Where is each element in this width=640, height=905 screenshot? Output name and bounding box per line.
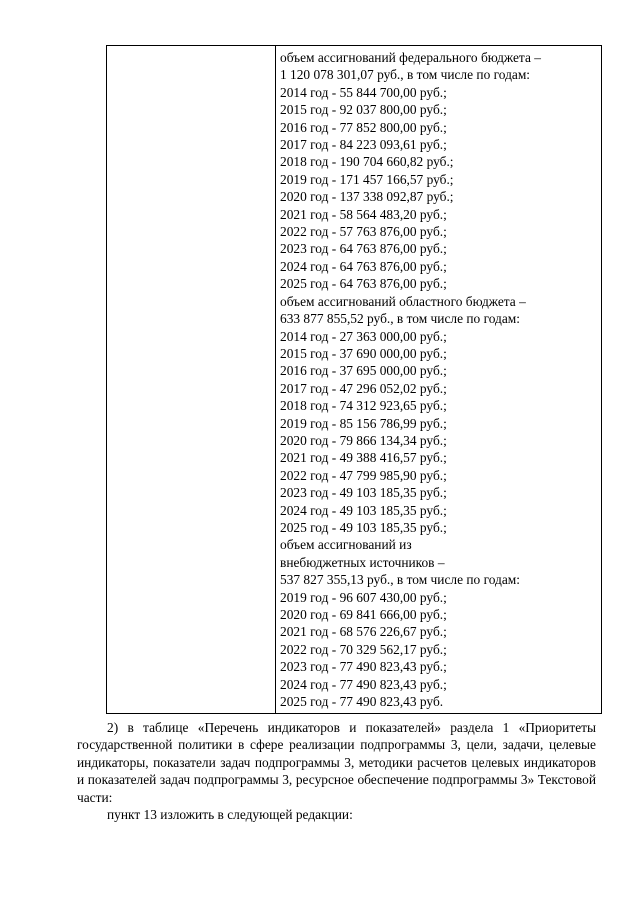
budget-line: 2023 год - 64 763 876,00 руб.; xyxy=(280,241,447,257)
budget-line: 633 877 855,52 руб., в том числе по годам: xyxy=(280,311,520,327)
budget-line: 2022 год - 47 799 985,90 руб.; xyxy=(280,467,447,483)
budget-line: 2024 год - 64 763 876,00 руб.; xyxy=(280,258,447,274)
amendment-paragraph: 2) в таблице «Перечень индикаторов и показателей» раздела 1 «Приоритеты государственной политики в сфере реализации подпрограммы 3, цели, задачи, целевые индикаторы, показатели задач подпрограммы 3, методики расчетов целевых индикаторов и показателей задач подпрограммы 3, ресурсное обеспечение подпрограммы 3» Текстовой части: xyxy=(77,720,596,805)
budget-line: 2021 год - 68 576 226,67 руб.; xyxy=(280,624,447,640)
budget-line: 2017 год - 47 296 052,02 руб.; xyxy=(280,380,447,396)
budget-line: 2023 год - 77 490 823,43 руб.; xyxy=(280,659,447,675)
budget-line: 2022 год - 70 329 562,17 руб.; xyxy=(280,641,447,657)
budget-line: 2021 год - 58 564 483,20 руб.; xyxy=(280,206,447,222)
budget-line: 2024 год - 77 490 823,43 руб.; xyxy=(280,676,447,692)
budget-line: 2025 год - 49 103 185,35 руб.; xyxy=(280,519,447,535)
budget-line: 2019 год - 171 457 166,57 руб.; xyxy=(280,171,454,187)
budget-line: 2016 год - 37 695 000,00 руб.; xyxy=(280,363,447,379)
budget-line: 2025 год - 77 490 823,43 руб. xyxy=(280,694,444,710)
budget-line: 2016 год - 77 852 800,00 руб.; xyxy=(280,119,447,135)
budget-line: объем ассигнований областного бюджета – xyxy=(280,293,526,309)
funding-table xyxy=(106,45,602,714)
budget-line: 2021 год - 49 388 416,57 руб.; xyxy=(280,450,447,466)
amendment-instruction: пункт 13 изложить в следующей редакции: xyxy=(107,807,353,822)
budget-line: 2023 год - 49 103 185,35 руб.; xyxy=(280,485,447,501)
table-right-cell xyxy=(276,46,601,713)
budget-line: 2018 год - 190 704 660,82 руб.; xyxy=(280,154,454,170)
budget-line: 2015 год - 92 037 800,00 руб.; xyxy=(280,102,447,118)
budget-line: 537 827 355,13 руб., в том числе по годам: xyxy=(280,572,520,588)
budget-line: 2018 год - 74 312 923,65 руб.; xyxy=(280,398,447,414)
table-left-cell xyxy=(107,46,276,713)
budget-line: 2020 год - 69 841 666,00 руб.; xyxy=(280,607,447,622)
budget-line: 2020 год - 137 338 092,87 руб.; xyxy=(280,189,454,205)
budget-line: 2024 год - 49 103 185,35 руб.; xyxy=(280,502,447,518)
budget-line: 1 120 078 301,07 руб., в том числе по годам: xyxy=(280,67,531,83)
budget-line: 2015 год - 37 690 000,00 руб.; xyxy=(280,345,447,361)
budget-line: внебюджетных источников – xyxy=(280,554,445,570)
budget-line: 2022 год - 57 763 876,00 руб.; xyxy=(280,224,447,240)
budget-line: 2017 год - 84 223 093,61 руб.; xyxy=(280,137,447,153)
budget-line: объем ассигнований федерального бюджета – xyxy=(280,50,541,65)
budget-line: 2014 год - 27 363 000,00 руб.; xyxy=(280,328,447,344)
budget-line: 2019 год - 96 607 430,00 руб.; xyxy=(280,589,447,605)
budget-line: 2019 год - 85 156 786,99 руб.; xyxy=(280,415,447,431)
budget-line: 2014 год - 55 844 700,00 руб.; xyxy=(280,84,447,100)
budget-line: 2025 год - 64 763 876,00 руб.; xyxy=(280,276,447,292)
budget-line: объем ассигнований из xyxy=(280,537,412,553)
budget-line: 2020 год - 79 866 134,34 руб.; xyxy=(280,432,447,448)
